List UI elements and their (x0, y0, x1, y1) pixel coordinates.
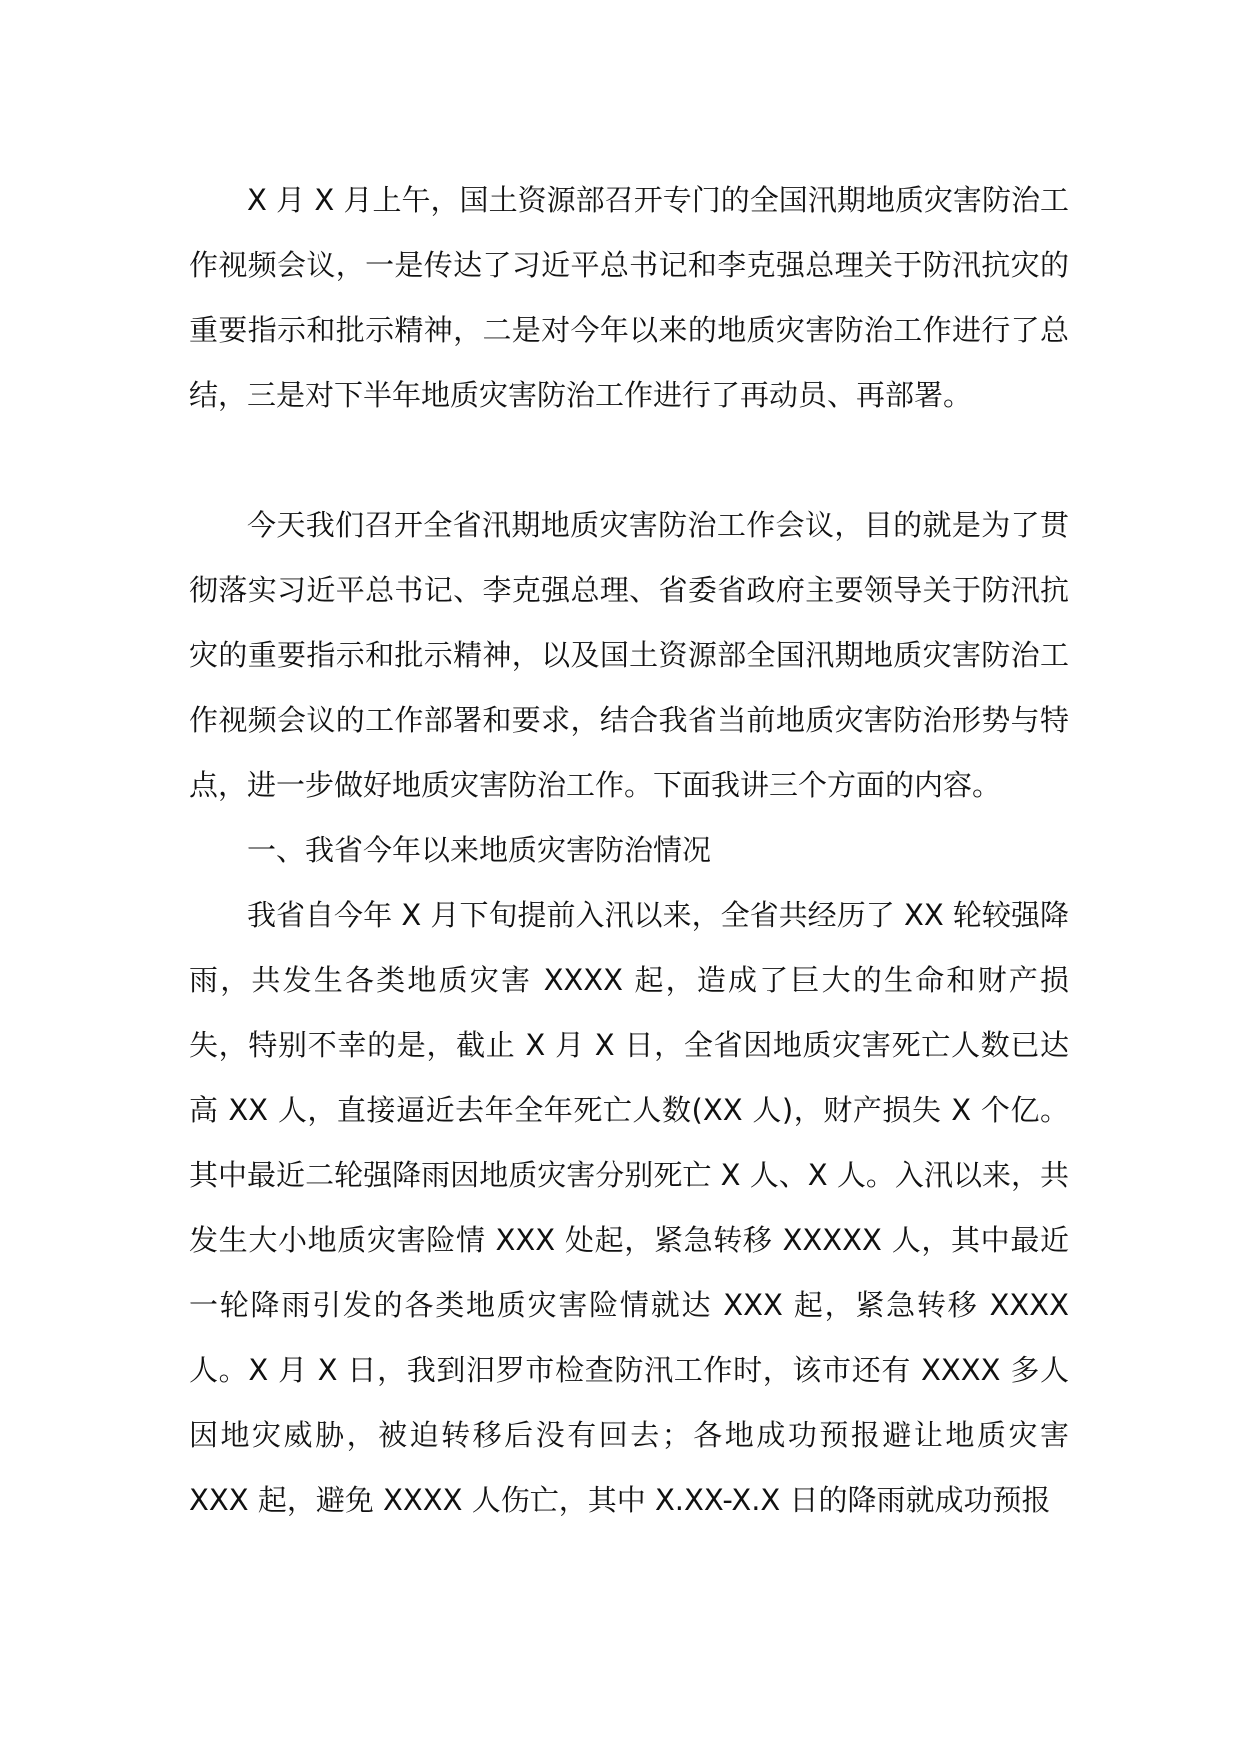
paragraph-meeting-purpose: 今天我们召开全省汛期地质灾害防治工作会议，目的就是为了贯彻落实习近平总书记、李克强总理、省委省政府主要领导关于防汛抗灾的重要指示和批示精神，以及国土资源部全国汛期地质灾害防治工作视频会议的工作部署和要求，结合我省当前地质灾害防治形势与特点，进一步做好地质灾害防治工作。下面我讲三个方面的内容。 (189, 508, 1069, 802)
paragraph-spacer (189, 428, 1069, 493)
paragraph-meeting-summary: X 月 X 月上午，国土资源部召开专门的全国汛期地质灾害防治工作视频会议，一是传达了习近平总书记和李克强总理关于防汛抗灾的重要指示和批示精神，二是对今年以来的地质灾害防治工作进行了总结，三是对下半年地质灾害防治工作进行了再动员、再部署。 (189, 183, 1069, 412)
paragraph-disaster-situation: 我省自今年 X 月下旬提前入汛以来，全省共经历了 XX 轮较强降雨，共发生各类地质灾害 XXXX 起，造成了巨大的生命和财产损失，特别不幸的是，截止 X 月 X 日，全省因地质灾害死亡人数已达高 XX 人，直接逼近去年全年死亡人数(XX 人)，财产损失 X 个亿。其中最近二轮强降雨因地质灾害分别死亡 X 人、X 人。入汛以来，共发生大小地质灾害险情 XXX 处起，紧急转移 XXXXX 人，其中最近一轮降雨引发的各类地质灾害险情就达 XXX 起，紧急转移 XXXX 人。X 月 X 日，我到汨罗市检查防汛工作时，该市还有 XXXX 多人因地灾威胁，被迫转移后没有回去；各地成功预报避让地质灾害 XXX 起，避免 XXXX 人伤亡，其中 X.XX-X.X 日的降雨就成功预报 (189, 898, 1069, 1517)
section-heading-1: 一、我省今年以来地质灾害防治情况 (247, 833, 712, 867)
document-body (189, 168, 1069, 1533)
